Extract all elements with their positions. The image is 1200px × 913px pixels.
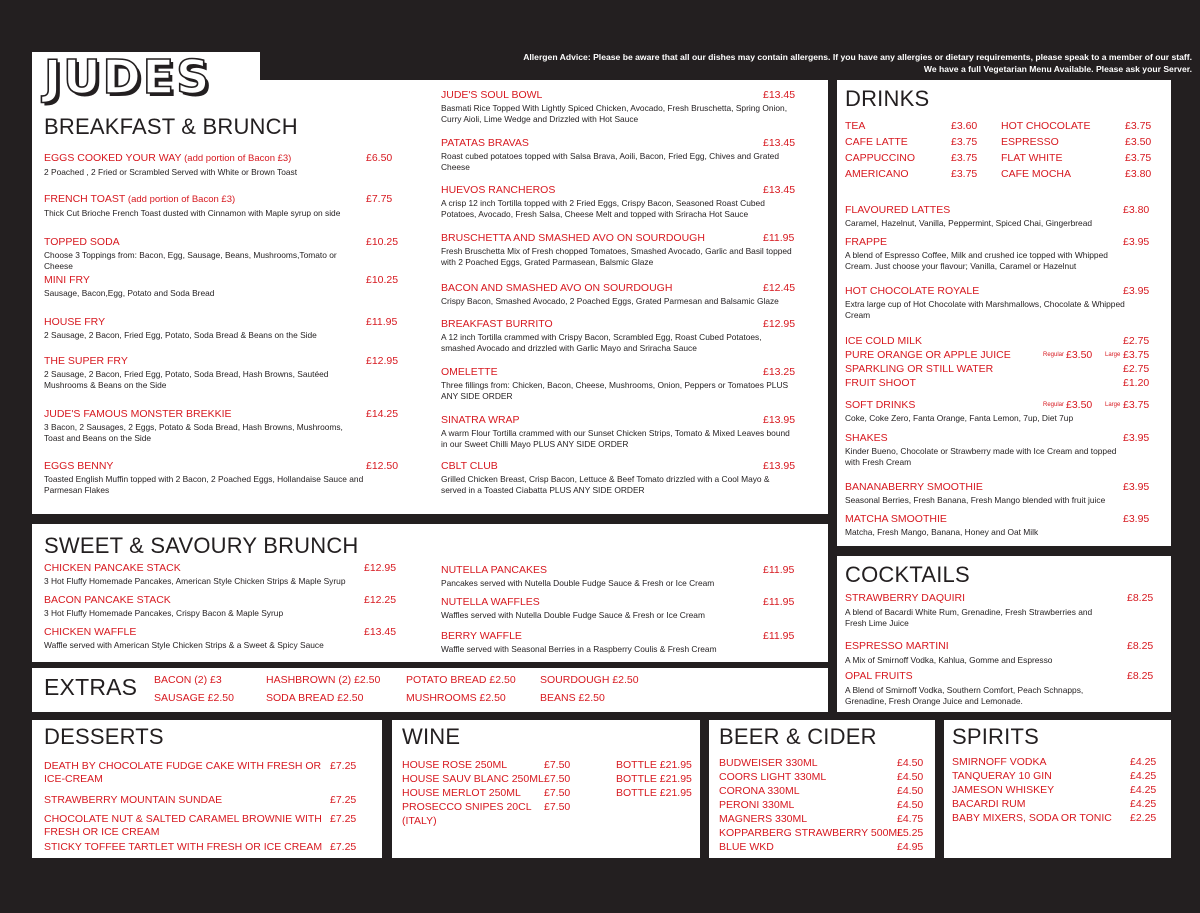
spirit-name: TANQUERAY 10 GIN: [952, 770, 1052, 782]
wine-price: £7.50: [544, 773, 571, 785]
brand-logo: JUDES: [44, 50, 212, 104]
item-title: HOUSE FRY: [44, 316, 106, 328]
menu-item: [441, 184, 821, 221]
item-description: Basmati Rice Topped With Lightly Spiced Chicken, Avocado, Fresh Bruschetta, Spring Onion, Curry Aioli, Lime Wedge and Drizzled with Hot Sauce: [441, 103, 788, 125]
item-description: A warm Flour Tortilla crammed with our Sunset Chicken Strips, Tomato & Mixed Leaves bound in our Sweet Chilli Mayo PLUS ANY SIDE ORDER: [441, 428, 790, 450]
menu-item: [44, 152, 424, 178]
item-description: Sausage, Bacon,Egg, Potato and Soda Bread: [44, 288, 215, 299]
sweet-panel: [32, 524, 828, 662]
drink-price: £3.95: [1123, 481, 1150, 493]
dessert-name: DEATH BY CHOCOLATE FUDGE CAKE WITH FRESH OR ICE-CREAM: [44, 760, 322, 786]
spirit-price: £2.25: [1130, 812, 1157, 824]
menu-item: [44, 562, 414, 587]
drink-price: £2.75: [1123, 335, 1150, 347]
drink-description: Matcha, Fresh Mango, Banana, Honey and Oat Milk: [845, 527, 1039, 537]
sweet-title: SWEET & SAVOURY BRUNCH: [44, 533, 359, 558]
dessert-name: STICKY TOFFEE TARTLET WITH FRESH OR ICE CREAM: [44, 841, 323, 853]
cocktail-description: A Mix of Smirnoff Vodka, Kahlua, Gomme and Espresso: [845, 655, 1053, 665]
drink-description: Caramel, Hazelnut, Vanilla, Peppermint, Spiced Chai, Gingerbread: [845, 218, 1093, 228]
drinks-panel: [837, 80, 1171, 546]
cocktail-description: A Blend of Smirnoff Vodka, Southern Comfort, Peach Schnapps, Grenadine, Fresh Orange Juice and Lemonade.: [845, 685, 1084, 707]
wine-name: HOUSE MERLOT 250ML: [402, 787, 521, 799]
item-price: £11.95: [763, 630, 795, 642]
item-description: 3 Bacon, 2 Sausages, 2 Eggs, Potato & Soda Bread, Hash Browns, Mushrooms, Toast and Beans on the Side: [44, 422, 343, 444]
menu-item: [44, 236, 424, 273]
beer-price: £4.50: [897, 757, 924, 769]
desserts-panel: [32, 720, 382, 858]
item-title: CHICKEN WAFFLE: [44, 626, 137, 638]
drink-name: HOT CHOCOLATE ROYALE: [845, 285, 980, 297]
wine-price: £7.50: [544, 759, 571, 771]
cocktail-price: £8.25: [1127, 670, 1154, 682]
drink-name: SPARKLING OR STILL WATER: [845, 363, 994, 375]
item-price: £11.95: [763, 232, 795, 244]
item-description: 2 Sausage, 2 Bacon, Fried Egg, Potato, Soda Bread, Hash Browns, Sautéed Mushrooms & Beans on the Side: [44, 369, 329, 391]
wine-panel: [392, 720, 700, 858]
drink-name: CAFE MOCHA: [1001, 168, 1072, 180]
drink-price: £3.75: [1123, 349, 1150, 361]
spirit-name: BABY MIXERS, SODA OR TONIC: [952, 812, 1112, 824]
drink-name: FRUIT SHOOT: [845, 377, 916, 389]
item-description: Pancakes served with Nutella Double Fudge Sauce & Fresh or Ice Cream: [441, 578, 715, 589]
item-description: Fresh Bruschetta Mix of Fresh chopped Tomatoes, Smashed Avocado, Garlic and Basil topped with 2 Poached Eggs, Grated Parmasean, Balsmic Glaze: [441, 246, 792, 268]
item-title: JUDE'S SOUL BOWL: [441, 89, 543, 101]
item-description: Crispy Bacon, Smashed Avocado, 2 Poached Eggs, Grated Parmesan and Balsamic Glaze: [441, 296, 779, 307]
drink-name: AMERICANO: [845, 168, 909, 180]
drink-price: £3.50: [1125, 136, 1152, 148]
cocktail-price: £8.25: [1127, 592, 1154, 604]
item-title: EGGS BENNY: [44, 460, 114, 472]
beer-price: £4.50: [897, 785, 924, 797]
item-description: 3 Hot Fluffy Homemade Pancakes, Crispy Bacon & Maple Syrup: [44, 608, 284, 619]
extras-panel: [32, 668, 828, 712]
drink-name: FLAT WHITE: [1001, 152, 1063, 164]
item-title: PATATAS BRAVAS: [441, 137, 529, 149]
drink-description: Kinder Bueno, Chocolate or Strawberry made with Ice Cream and topped with Fresh Cream: [845, 446, 1117, 468]
wine-bottle-price: BOTTLE £21.95: [616, 759, 692, 771]
menu-item: [441, 282, 821, 307]
beer-price: £4.95: [897, 841, 924, 853]
dessert-price: £7.25: [330, 794, 357, 806]
item-description: 2 Poached , 2 Fried or Scrambled Served with White or Brown Toast: [44, 166, 298, 177]
item-note: (add portion of Bacon £3): [181, 153, 292, 164]
drink-description: A blend of Espresso Coffee, Milk and crushed ice topped with Whipped Cream. Just choose your flavour; Vanilla, Caramel or Hazelnut: [845, 250, 1108, 272]
wine-name: HOUSE SAUV BLANC 250ML: [402, 773, 544, 785]
wine-price: £7.50: [544, 801, 571, 813]
drink-name: CAFE LATTE: [845, 136, 908, 148]
item-title: OMELETTE: [441, 366, 498, 378]
drink-price: £3.75: [1123, 399, 1150, 411]
item-description: A 12 inch Tortilla crammed with Crispy Bacon, Scrambled Egg, Roast Cubed Potatoes, smashed Avocado and drizzled with Garlic Mayo and Sriracha Sauce: [441, 332, 762, 354]
item-description: Choose 3 Toppings from: Bacon, Egg, Sausage, Beans, Mushrooms,Tomato or Cheese: [44, 250, 337, 272]
item-title: BACON PANCAKE STACK: [44, 594, 171, 606]
drink-name: MATCHA SMOOTHIE: [845, 513, 947, 525]
beer-name: BUDWEISER 330ML: [719, 757, 818, 769]
wine-bottle-price: BOTTLE £21.95: [616, 773, 692, 785]
extras-item: SODA BREAD £2.50: [266, 692, 364, 704]
drink-price: £3.60: [951, 120, 978, 132]
menu-item: [441, 318, 821, 355]
drink-price: £3.75: [951, 136, 978, 148]
allergen-line-1: Allergen Advice: Please be aware that all our dishes may contain allergens. If you have any allergies or dietary requirements, please speak to a member of our staff.: [523, 52, 1192, 62]
drink-price: £3.75: [1125, 120, 1152, 132]
item-price: £10.25: [366, 274, 399, 286]
beer-price: £4.75: [897, 813, 924, 825]
cocktail-name: STRAWBERRY DAQUIRI: [845, 592, 965, 604]
item-description: Toasted English Muffin topped with 2 Bacon, 2 Poached Eggs, Hollandaise Sauce and Parmesan Flakes: [44, 474, 364, 496]
item-title: CHICKEN PANCAKE STACK: [44, 562, 181, 574]
item-description: Thick Cut Brioche French Toast dusted with Cinnamon with Maple syrup on side: [44, 207, 341, 218]
drink-price: £3.75: [951, 152, 978, 164]
item-price: £12.95: [366, 355, 399, 367]
spirits-title: SPIRITS: [952, 724, 1039, 749]
item-description: Grilled Chicken Breast, Crisp Bacon, Lettuce & Beef Tomato drizzled with a Cool Mayo & served in a Toasted Ciabatta PLUS ANY SIDE ORDER: [441, 474, 770, 496]
desserts-title: DESSERTS: [44, 724, 164, 749]
menu-item: [44, 316, 424, 341]
item-title: BRUSCHETTA AND SMASHED AVO ON SOURDOUGH: [441, 232, 705, 244]
item-note: (add portion of Bacon £3): [125, 194, 236, 205]
item-description: A crisp 12 inch Tortilla topped with 2 Fried Eggs, Crispy Bacon, Seasoned Roast Cubed Potatoes, Avocado, Fresh Salsa, Cheese Melt and topped with Sriracha Hot Sauce: [441, 198, 765, 220]
item-price: £12.45: [763, 282, 796, 294]
extras-item: HASHBROWN (2) £2.50: [266, 674, 381, 686]
breakfast-panel: [32, 50, 828, 514]
menu-item: [441, 137, 821, 174]
item-title: THE SUPER FRY: [44, 355, 128, 367]
beer-name: COORS LIGHT 330ML: [719, 771, 827, 783]
allergen-advice: [523, 51, 1192, 75]
drink-name: FRAPPE: [845, 236, 888, 248]
size-label: Regular: [1043, 402, 1065, 408]
menu-item: [44, 408, 424, 445]
item-price: £11.95: [763, 596, 795, 608]
cocktail-name: OPAL FRUITS: [845, 670, 913, 682]
menu-item: [44, 193, 424, 219]
extras-title: EXTRAS: [44, 674, 138, 700]
drink-price: £2.75: [1123, 363, 1150, 375]
item-price: £13.45: [763, 137, 796, 149]
drink-price: £3.50: [1066, 399, 1093, 411]
drink-name: PURE ORANGE OR APPLE JUICE: [845, 349, 1011, 361]
menu-item: [44, 626, 414, 651]
cocktails-title: COCKTAILS: [845, 562, 970, 587]
size-label: Large: [1105, 402, 1121, 408]
drink-name: TEA: [845, 120, 866, 132]
item-title: NUTELLA WAFFLES: [441, 596, 540, 608]
beer-price: £5.25: [897, 827, 924, 839]
spirit-name: JAMESON WHISKEY: [952, 784, 1055, 796]
drink-name: ESPRESSO: [1001, 136, 1059, 148]
drink-price: £3.80: [1125, 168, 1152, 180]
beer-title: BEER & CIDER: [719, 724, 877, 749]
item-title: FRENCH TOAST: [44, 193, 126, 205]
size-label: Large: [1105, 352, 1121, 358]
item-price: £7.75: [366, 193, 393, 205]
spirit-price: £4.25: [1130, 770, 1157, 782]
menu-item: [441, 596, 821, 621]
extras-item: SOURDOUGH £2.50: [540, 674, 639, 686]
drink-price: £3.50: [1066, 349, 1093, 361]
item-description: Waffle served with Seasonal Berries in a Raspberry Coulis & Fresh Cream: [441, 644, 717, 655]
item-price: £12.95: [364, 562, 397, 574]
item-price: £6.50: [366, 152, 393, 164]
item-name: [44, 626, 414, 638]
spirit-price: £4.25: [1130, 756, 1157, 768]
extras-item: MUSHROOMS £2.50: [406, 692, 506, 704]
drink-name: SHAKES: [845, 432, 888, 444]
beer-name: KOPPARBERG STRAWBERRY 500ML: [719, 827, 904, 839]
item-title: JUDE'S FAMOUS MONSTER BREKKIE: [44, 408, 232, 420]
breakfast-title: BREAKFAST & BRUNCH: [44, 114, 298, 139]
drink-name: BANANABERRY SMOOTHIE: [845, 481, 983, 493]
menu-item: [44, 355, 424, 392]
menu-item: [44, 460, 424, 497]
item-title: NUTELLA PANCAKES: [441, 564, 548, 576]
beer-name: BLUE WKD: [719, 841, 774, 853]
drink-price: £3.95: [1123, 285, 1150, 297]
item-name: [44, 594, 414, 606]
item-price: £12.25: [364, 594, 397, 606]
size-label: Regular: [1043, 352, 1065, 358]
item-description: Waffle served with American Style Chicken Strips & a Sweet & Spicy Sauce: [44, 640, 324, 651]
cocktail-name: ESPRESSO MARTINI: [845, 640, 949, 652]
drink-name: SOFT DRINKS: [845, 399, 916, 411]
beer-panel: [709, 720, 935, 858]
menu-item: [441, 630, 821, 655]
item-description: 3 Hot Fluffy Homemade Pancakes, American Style Chicken Strips & Maple Syrup: [44, 576, 346, 587]
drink-description: Coke, Coke Zero, Fanta Orange, Fanta Lemon, 7up, Diet 7up: [845, 413, 1074, 423]
beer-name: MAGNERS 330ML: [719, 813, 808, 825]
item-price: £13.45: [364, 626, 397, 638]
item-description: Three fillings from: Chicken, Bacon, Cheese, Mushrooms, Onion, Peppers or Tomatoes PLUS ANY SIDE ORDER: [441, 380, 789, 402]
item-price: £11.95: [763, 564, 795, 576]
drink-name: HOT CHOCOLATE: [1001, 120, 1091, 132]
allergen-line-2: We have a full Vegetarian Menu Available. Please ask your Server.: [923, 64, 1192, 75]
item-price: £13.25: [763, 366, 796, 378]
drink-name: ICE COLD MILK: [845, 335, 923, 347]
drinks-title: DRINKS: [845, 86, 930, 111]
item-title: EGGS COOKED YOUR WAY: [44, 152, 182, 164]
dessert-price: £7.25: [330, 760, 357, 772]
spirit-price: £4.25: [1130, 798, 1157, 810]
item-price: £11.95: [366, 316, 398, 328]
wine-name: (ITALY): [402, 815, 437, 827]
item-title: TOPPED SODA: [44, 236, 120, 248]
item-title: MINI FRY: [44, 274, 90, 286]
spirit-name: BACARDI RUM: [952, 798, 1026, 810]
item-name: [44, 562, 414, 574]
menu-item: [441, 564, 821, 589]
cocktails-panel: [837, 556, 1171, 712]
drink-price: £1.20: [1123, 377, 1150, 389]
drink-price: £3.95: [1123, 513, 1150, 525]
menu-item: [441, 414, 821, 451]
wine-name: HOUSE ROSE 250ML: [402, 759, 508, 771]
item-title: BERRY WAFFLE: [441, 630, 522, 642]
item-description: Roast cubed potatoes topped with Salsa Brava, Aoili, Bacon, Fried Egg, Chives and Grated Cheese: [441, 151, 779, 173]
beer-price: £4.50: [897, 771, 924, 783]
drink-description: Extra large cup of Hot Chocolate with Marshmallows, Chocolate & Whipped Cream: [845, 299, 1125, 321]
cocktail-description: A blend of Bacardi White Rum, Grenadine, Fresh Strawberries and Fresh Lime Juice: [845, 607, 1093, 629]
item-price: £12.95: [763, 318, 796, 330]
drink-price: £3.95: [1123, 432, 1150, 444]
menu-item: [44, 594, 414, 619]
wine-bottle-price: BOTTLE £21.95: [616, 787, 692, 799]
spirit-price: £4.25: [1130, 784, 1157, 796]
drink-price: £3.75: [951, 168, 978, 180]
wine-name: PROSECCO SNIPES 20CL: [402, 801, 532, 813]
item-price: £13.45: [763, 89, 796, 101]
item-description: 2 Sausage, 2 Bacon, Fried Egg, Potato, Soda Bread & Beans on the Side: [44, 330, 317, 341]
drink-name: FLAVOURED LATTES: [845, 204, 951, 216]
dessert-name: STRAWBERRY MOUNTAIN SUNDAE: [44, 794, 223, 806]
spirits-panel: [944, 720, 1171, 858]
drink-description: Seasonal Berries, Fresh Banana, Fresh Mango blended with fruit juice: [845, 495, 1106, 505]
extras-item: POTATO BREAD £2.50: [406, 674, 516, 686]
extras-item: BEANS £2.50: [540, 692, 605, 704]
drink-price: £3.75: [1125, 152, 1152, 164]
spirit-name: SMIRNOFF VODKA: [952, 756, 1047, 768]
extras-item: SAUSAGE £2.50: [154, 692, 234, 704]
drink-price: £3.80: [1123, 204, 1150, 216]
dessert-price: £7.25: [330, 841, 357, 853]
item-price: £12.50: [366, 460, 399, 472]
extras-item: BACON (2) £3: [154, 674, 222, 686]
menu-item: [441, 460, 821, 497]
item-title: HUEVOS RANCHEROS: [441, 184, 556, 196]
menu-item: [441, 89, 821, 126]
menu-item: [441, 366, 821, 403]
wine-title: WINE: [402, 724, 461, 749]
item-title: CBLT CLUB: [441, 460, 498, 472]
item-price: £13.45: [763, 184, 796, 196]
item-price: £14.25: [366, 408, 399, 420]
item-price: £13.95: [763, 460, 796, 472]
menu-item: [44, 274, 424, 299]
menu-item: [441, 232, 821, 269]
item-price: £13.95: [763, 414, 796, 426]
dessert-name: CHOCOLATE NUT & SALTED CARAMEL BROWNIE WITH FRESH OR ICE CREAM: [44, 813, 322, 839]
item-title: SINATRA WRAP: [441, 414, 520, 426]
drink-name: CAPPUCCINO: [845, 152, 916, 164]
item-title: BACON AND SMASHED AVO ON SOURDOUGH: [441, 282, 673, 294]
item-title: BREAKFAST BURRITO: [441, 318, 553, 330]
item-price: £10.25: [366, 236, 399, 248]
beer-name: PERONI 330ML: [719, 799, 795, 811]
drink-price: £3.95: [1123, 236, 1150, 248]
cocktail-price: £8.25: [1127, 640, 1154, 652]
item-description: Waffles served with Nutella Double Fudge Sauce & Fresh or Ice Cream: [441, 610, 705, 621]
wine-price: £7.50: [544, 787, 571, 799]
dessert-price: £7.25: [330, 813, 357, 825]
beer-name: CORONA 330ML: [719, 785, 800, 797]
beer-price: £4.50: [897, 799, 924, 811]
